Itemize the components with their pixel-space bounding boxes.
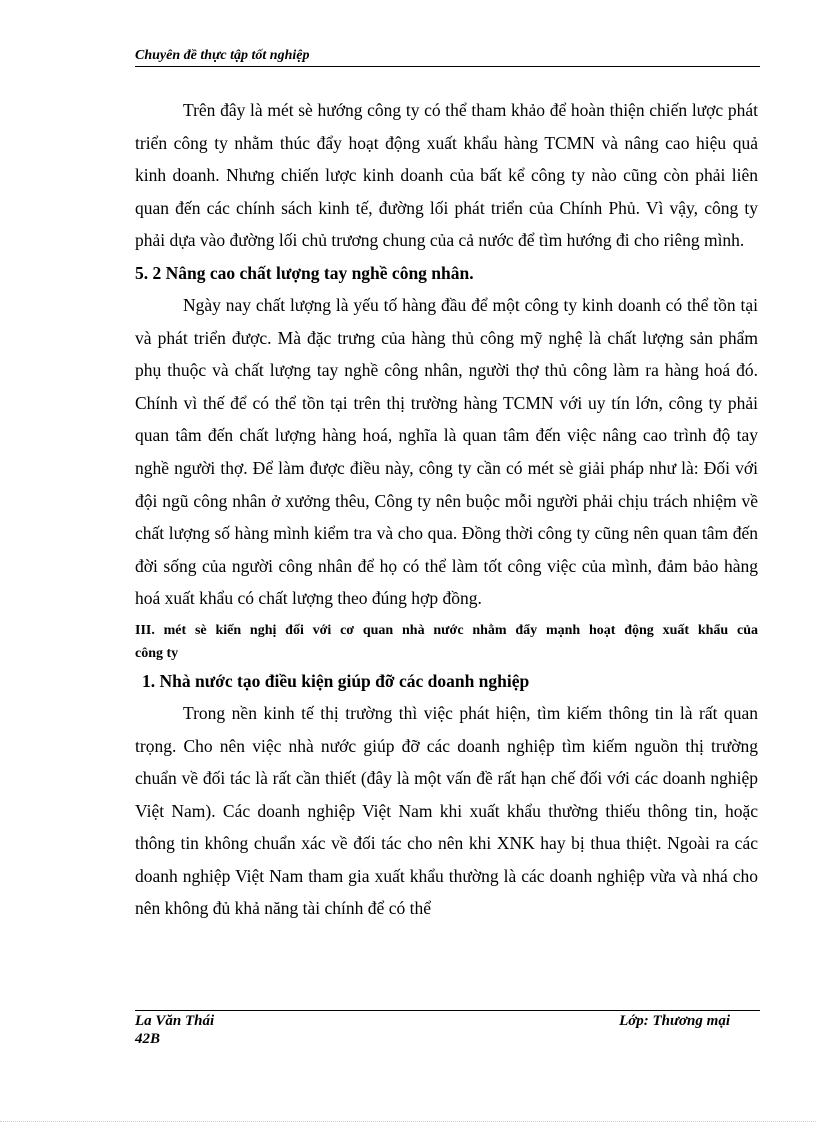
paragraph-worker-skill: Ngày nay chất lượng là yếu tố hàng đầu để một công ty kinh doanh có thể tồn tại và phát triển được. Mà đặc trưng của hàng thủ công mỹ nghệ là chất lượng sản phẩm phụ thuộc và chất lượng tay nghề công nhân, người thợ thủ công làm ra hàng hoá đó. Chính vì thế để có thể tồn tại trên thị trường hàng TCMN với uy tín lớn, công ty phải quan tâm đến chất lượng hàng hoá, nghĩa là quan tâm đến việc nâng cao trình độ tay nghề người thợ. Để làm được điều này, công ty cần có mét sè giải pháp như là: Đối với đội ngũ công nhân ở xưởng thêu, Công ty nên buộc mỗi người phải chịu trách nhiệm về chất lượng số hàng mình kiểm tra và cho qua. Đồng thời công ty cũng nên quan tâm đến đời sống của người công nhân để họ có thể làm tốt công việc của mình, đảm bảo hàng hoá xuất khẩu có chất lượng theo đúng hợp đồng. [135, 294, 758, 609]
page-header-title: Chuyên đề thực tập tốt nghiệp [135, 48, 310, 63]
section-heading-III-line2: công ty [135, 645, 179, 661]
footer-divider [135, 1010, 760, 1011]
footer-author: La Văn Thái [135, 1013, 215, 1029]
page-body [135, 94, 758, 925]
section-heading-III-line1: III. mét sè kiến nghị đối với cơ quan nhà nước nhằm đẩy mạnh hoạt động xuất khẩu của [135, 622, 758, 638]
section-heading-1: 1. Nhà nước tạo điều kiện giúp đỡ các doanh nghiệp [142, 670, 530, 691]
paragraph-state-support: Trong nền kinh tế thị trường thì việc phát hiện, tìm kiếm thông tin là rất quan trọng. Cho nên việc nhà nước giúp đỡ các doanh nghiệp tìm kiếm nguồn thị trường chuẩn về đối tác là rất cần thiết (đây là một vấn đề rất hạn chế đối với các doanh nghiệp Việt Nam). Các doanh nghiệp Việt Nam khi xuất khẩu thường thiếu thông tin, hoặc thông tin không chuẩn xác về đối tác cho nên khi XNK hay bị thua thiệt. Ngoài ra các doanh nghiệp Việt Nam tham gia xuất khẩu thường là các doanh nghiệp vừa và nhá cho nên không đủ khả năng tài chính để có thể [135, 702, 758, 919]
paragraph-strategy-conclusion: Trên đây là mét sè hướng công ty có thể tham khảo để hoàn thiện chiến lược phát triển công ty nhằm thúc đẩy hoạt động xuất khẩu hàng TCMN và nâng cao hiệu quả kinh doanh. Nhưng chiến lược kinh doanh của bất kể công ty nào cũng còn phải liên quan đến các chính sách kinh tế, đường lối phát triển của Chính Phủ. Vì vậy, công ty phải dựa vào đường lối chủ trương chung của cả nước để tìm hướng đi cho riêng mình. [135, 100, 758, 251]
footer-class-label: Lớp: Thương mại [619, 1013, 730, 1029]
header-divider [135, 66, 760, 67]
section-heading-5-2: 5. 2 Nâng cao chất lượng tay nghề công nhân. [135, 262, 474, 283]
footer-class-code: 42B [135, 1031, 161, 1047]
page-bottom-dotted-line [0, 1121, 816, 1122]
page-footer [135, 1012, 730, 1048]
